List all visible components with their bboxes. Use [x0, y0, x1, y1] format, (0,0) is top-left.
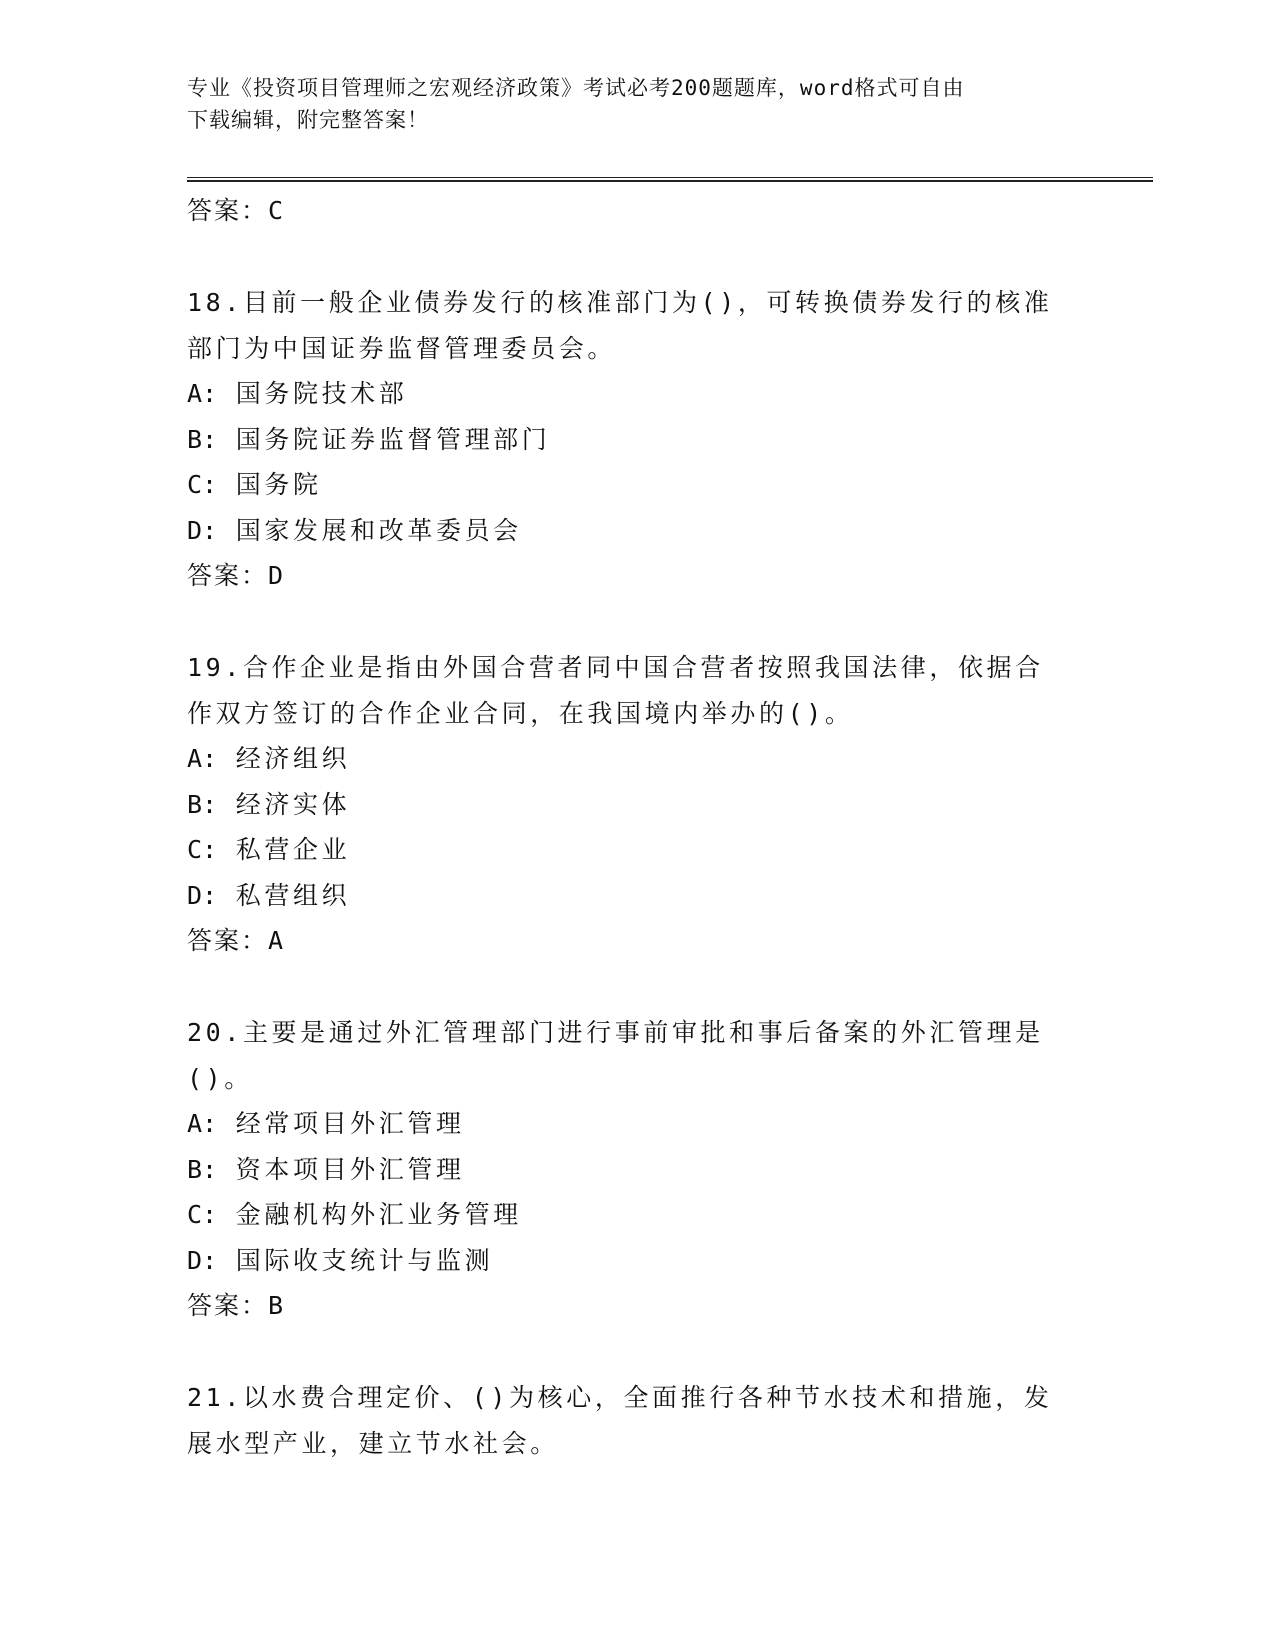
option-letter: B:: [187, 424, 218, 454]
answer-line: [187, 918, 1067, 964]
option-letter: C:: [187, 470, 218, 499]
answer-label: 答案：: [187, 926, 269, 955]
answer-label: 答案：: [187, 1291, 269, 1320]
option-a: [187, 1101, 1067, 1147]
option-d: [187, 1238, 1067, 1284]
question-stem: 20.主要是通过外汇管理部门进行事前审批和事后备案的外汇管理是()。: [187, 1018, 1044, 1093]
option-text: 国务院证券监督管理部门: [235, 424, 551, 454]
question-block: [187, 645, 1067, 964]
option-text: 私营组织: [235, 880, 351, 910]
option-letter: D:: [187, 880, 218, 910]
option-c: [187, 1192, 1067, 1238]
option-d: [187, 873, 1067, 919]
option-letter: B:: [187, 789, 218, 819]
answer-label: 答案：: [187, 196, 269, 225]
question-block: [187, 1375, 1067, 1466]
answer-value: A: [268, 926, 284, 955]
page-header: [187, 72, 1067, 136]
option-letter: C:: [187, 1200, 218, 1229]
option-a: [187, 371, 1067, 417]
option-b: [187, 782, 1067, 828]
option-c: [187, 462, 1067, 508]
answer-line: [187, 553, 1067, 599]
option-letter: A:: [187, 744, 218, 773]
option-letter: D:: [187, 1245, 218, 1275]
question-block: [187, 280, 1067, 599]
header-line-2: 下载编辑，附完整答案！: [187, 108, 429, 132]
option-letter: C:: [187, 835, 218, 864]
answer-value: B: [268, 1291, 284, 1320]
option-b: [187, 1147, 1067, 1193]
question-block: [187, 1010, 1067, 1329]
answer-line: [187, 1283, 1067, 1329]
question-stem: 18.目前一般企业债券发行的核准部门为()，可转换债券发行的核准部门为中国证券监督管理委员会。: [187, 288, 1053, 363]
option-text: 金融机构外汇业务管理: [235, 1200, 522, 1229]
option-text: 经济组织: [235, 744, 351, 773]
question-stem: 21.以水费合理定价、()为核心，全面推行各种节水技术和措施，发展水型产业，建立节水社会。: [187, 1383, 1053, 1458]
option-text: 经济实体: [235, 789, 351, 819]
option-letter: B:: [187, 1154, 218, 1184]
option-text: 国家发展和改革委员会: [235, 515, 522, 545]
option-letter: A:: [187, 1109, 218, 1138]
header-divider: [187, 177, 1153, 182]
option-b: [187, 417, 1067, 463]
answer-value: D: [268, 561, 284, 590]
option-text: 私营企业: [235, 835, 351, 864]
option-text: 经常项目外汇管理: [235, 1109, 465, 1138]
header-line-1: 专业《投资项目管理师之宏观经济政策》考试必考200题题库，word格式可自由: [187, 76, 965, 100]
option-text: 国务院技术部: [235, 379, 408, 408]
option-letter: A:: [187, 379, 218, 408]
option-letter: D:: [187, 515, 218, 545]
answer-line: [187, 188, 1067, 234]
answer-label: 答案：: [187, 561, 269, 590]
question-stem: 19.合作企业是指由外国合营者同中国合营者按照我国法律，依据合作双方签订的合作企业合同，在我国境内举办的()。: [187, 653, 1044, 728]
option-text: 国际收支统计与监测: [235, 1245, 494, 1275]
option-text: 资本项目外汇管理: [235, 1154, 465, 1184]
option-c: [187, 827, 1067, 873]
option-text: 国务院: [235, 470, 322, 499]
option-a: [187, 736, 1067, 782]
question-list: [187, 188, 1067, 1466]
option-d: [187, 508, 1067, 554]
answer-value: C: [268, 196, 284, 225]
